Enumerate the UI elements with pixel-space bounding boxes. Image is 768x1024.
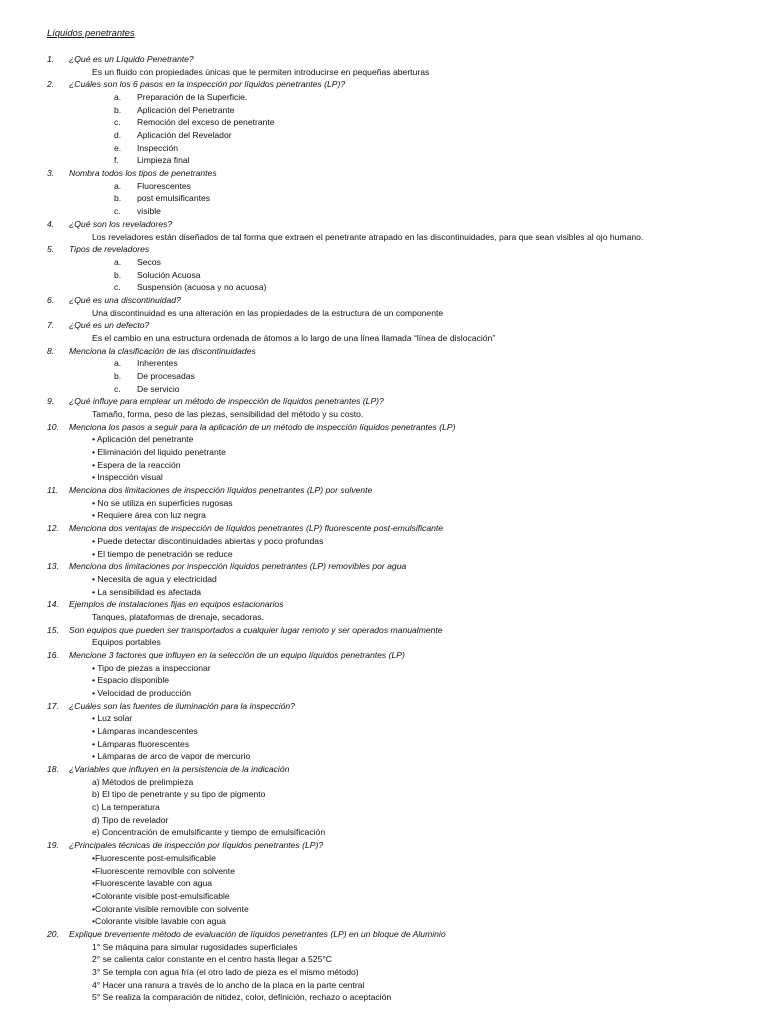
bullet-item-text: •Colorante visible post-emulsificable [92, 890, 230, 901]
bullet-item-text: • Tipo de piezas a inspeccionar [92, 662, 211, 673]
sub-item-number: c. [114, 206, 121, 217]
answer-text: Tamaño, forma, peso de las piezas, sensibilidad del método y su costo. [92, 409, 364, 420]
sub-item-text: Aplicación del Revelador [137, 130, 232, 141]
question-text: Nombra todos los tipos de penetrantes [69, 168, 217, 179]
bullet-item-text: • Necesita de agua y electricidad [92, 573, 217, 584]
sub-item-number: b. [114, 104, 122, 115]
sub-item-text: De servicio [137, 383, 180, 394]
answer-text: Es el cambio en una estructura ordenada de átomos a lo largo de una línea llamada “línea de dislocación” [92, 332, 496, 343]
question-number: 18. [47, 764, 59, 775]
question-number: 13. [47, 561, 59, 572]
sub-item-number: d. [114, 130, 122, 141]
question-text: ¿Cuáles son las fuentes de iluminación para la inspección? [69, 700, 295, 711]
question-text: Menciona dos ventajas de inspección de líquidos penetrantes (LP) fluorescente post-emulsificante [69, 523, 444, 534]
question-text: Son equipos que pueden ser transportados a cualquier lugar remoto y ser operados manualmente [69, 624, 443, 635]
question-number: 11. [47, 485, 59, 496]
question-number: 9. [47, 396, 55, 407]
question-text: ¿Qué son los reveladores? [69, 218, 173, 229]
bullet-item-text: e) Concentración de emulsificante y tiempo de emulsificación [92, 827, 326, 838]
bullet-item-text: • Eliminación del liquido penetrante [92, 447, 226, 458]
bullet-item-text: •Fluorescente post-emulsificable [92, 852, 216, 863]
question-number: 8. [47, 345, 55, 356]
bullet-item-text: •Colorante visible removible con solvente [92, 903, 249, 914]
bullet-item-text: a) Métodos de prelimpieza [92, 776, 194, 787]
answer-text: Una discontinuidad es una alteración en las propiedades de la estructura de un componente [92, 307, 444, 318]
question-text: ¿Qué es una discontinuidad? [69, 294, 181, 305]
bullet-item-text: • El tiempo de penetración se reduce [92, 548, 233, 559]
bullet-item-text: •Colorante visible lavable con agua [92, 916, 226, 927]
question-text: Ejemplos de instalaciones fijas en equipos estacionarios [69, 599, 284, 610]
bullet-item-text: • Velocidad de producción [92, 688, 192, 698]
sub-item-number: b. [114, 371, 122, 381]
question-text: Menciona los pasos a seguir para la aplicación de un método de inspección líquidos penetrantes (LP) [69, 421, 456, 432]
sub-item-text: Fluorescentes [137, 180, 191, 191]
sub-item-text: Solución Acuosa [137, 269, 201, 280]
bullet-item-text: • Lámparas incandescentes [92, 726, 198, 737]
bullet-item-text: • Inspección visual [92, 472, 163, 483]
question-text: ¿Cuáles son los 6 pasos en la inspección por líquidos penetrantes (LP)? [69, 79, 346, 90]
sub-item-text: Remoción del exceso de penetrante [137, 117, 275, 128]
question-number: 14. [47, 599, 59, 610]
sub-item-text: visible [137, 206, 161, 217]
bullet-item-text: •Fluorescente lavable con agua [92, 878, 213, 889]
question-number: 15. [47, 624, 59, 635]
bullet-item-text: d) Tipo de revelador [92, 814, 169, 825]
question-number: 5. [47, 244, 55, 255]
bullet-item-text: • No se utiliza en superficies rugosas [92, 497, 233, 508]
sub-item-text: Suspensión (acuosa y no acuosa) [137, 282, 267, 293]
sub-item-text: Inspección [137, 142, 179, 153]
bullet-item-text: • Lámparas fluorescentes [92, 738, 190, 749]
answer-text: Equipos portables [92, 637, 161, 648]
bullet-item-text: • Requiere área con luz negra [92, 510, 206, 521]
question-number: 17. [47, 700, 59, 711]
sub-item-number: b. [114, 193, 122, 204]
question-number: 6. [47, 294, 55, 305]
question-number: 4. [47, 218, 55, 229]
sub-item-text: post emulsificantes [137, 193, 211, 204]
answer-text: Tanques, plataformas de drenaje, secadoras. [92, 611, 264, 622]
question-number: 12. [47, 523, 59, 534]
sub-item-number: a. [114, 256, 122, 267]
bullet-item-text: • Luz solar [92, 713, 133, 724]
bullet-item-text: • Espera de la reacción [92, 459, 181, 470]
question-number: 3. [47, 168, 55, 179]
sub-item-number: e. [114, 142, 122, 153]
bullet-item-text: • Espacio disponible [92, 675, 170, 686]
question-text: Tipos de reveladores [69, 244, 150, 255]
question-number: 20. [47, 928, 59, 939]
sub-item-number: c. [114, 282, 121, 293]
question-text: Menciona dos limitaciones de inspección líquidos penetrantes (LP) por solvente [69, 485, 373, 496]
question-text: Explique brevemente método de evaluación de líquidos penetrantes (LP) en un bloque de Aluminio [69, 928, 446, 939]
question-number: 1. [47, 54, 55, 64]
question-text: ¿Qué influye para emplear un método de inspección de líquidos penetrantes (LP)? [69, 396, 384, 407]
answer-text: Es un fluido con propiedades únicas que le permiten introducirse en pequeñas aberturas [92, 66, 430, 77]
question-text: Mencione 3 factores que influyen en la selección de un equipo líquidos penetrantes (LP) [69, 649, 405, 660]
question-number: 7. [47, 320, 55, 331]
sub-item-text: De procesadas [137, 371, 195, 381]
sub-item-number: a. [114, 180, 122, 191]
question-text: ¿Variables que influyen en la persistencia de la indicación [69, 764, 290, 775]
bullet-item-text: • Aplicación del penetrante [92, 434, 194, 445]
sub-item-text: Secos [137, 256, 161, 267]
sub-item-number: b. [114, 269, 122, 280]
bullet-item-text: • Lámparas de arco de vapor de mercurio [92, 751, 251, 762]
bullet-item-text: • La sensibilidad es afectada [92, 586, 202, 597]
sub-item-number: a. [114, 358, 122, 369]
question-number: 19. [47, 840, 59, 851]
bullet-item-text: 3° Se templa con agua fría (el otro lado de pieza es el mismo método) [92, 966, 359, 977]
sub-item-text: Aplicación del Penetrante [137, 104, 235, 115]
bullet-item-text: •Fluorescente removible con solvente [92, 865, 235, 876]
bullet-item-text: 2° se calienta calor constante en el centro hasta llegar a 525°C [92, 954, 333, 965]
question-text: Menciona la clasificación de las discontinuidades [69, 345, 256, 356]
answer-text: Los reveladores están diseñados de tal forma que extraen el penetrante atrapado en las discontinuidades, para que sean visibles al ojo humano. [92, 231, 644, 242]
sub-item-text: Inherentes [137, 358, 178, 369]
question-number: 16. [47, 649, 59, 660]
question-text: ¿Principales técnicas de inspección por líquidos penetrantes (LP)? [69, 840, 324, 851]
bullet-item-text: • Puede detectar discontinuidades abiertas y poco profundas [92, 535, 324, 546]
sub-item-number: f. [114, 155, 119, 166]
sub-item-number: c. [114, 117, 121, 128]
document-title: Líquidos penetrantes [47, 27, 135, 38]
question-number: 10. [47, 421, 59, 432]
sub-item-text: Limpieza final [137, 155, 190, 166]
bullet-item-text: 1° Se máquina para simular rugosidades superficiales [92, 941, 298, 952]
bullet-item-text: 5° Se realiza la comparación de nitidez, color, definición, rechazo o aceptación [92, 992, 392, 1003]
sub-item-text: Preparación de la Superficie. [137, 92, 248, 103]
bullet-item-text: b) El tipo de penetrante y su tipo de pigmento [92, 789, 266, 800]
sub-item-number: a. [114, 92, 122, 103]
bullet-item-text: c) La temperatura [92, 802, 160, 813]
question-number: 2. [47, 79, 55, 90]
bullet-item-text: 4° Hacer una ranura a través de lo ancho de la placa en la parte central [92, 979, 365, 990]
question-text: Menciona dos limitaciones por inspección líquidos penetrantes (LP) removibles por agua [69, 561, 407, 572]
question-text: ¿Qué es un defecto? [69, 320, 150, 331]
question-text: ¿Qué es un Líquido Penetrante? [69, 54, 194, 64]
sub-item-number: c. [114, 383, 121, 394]
